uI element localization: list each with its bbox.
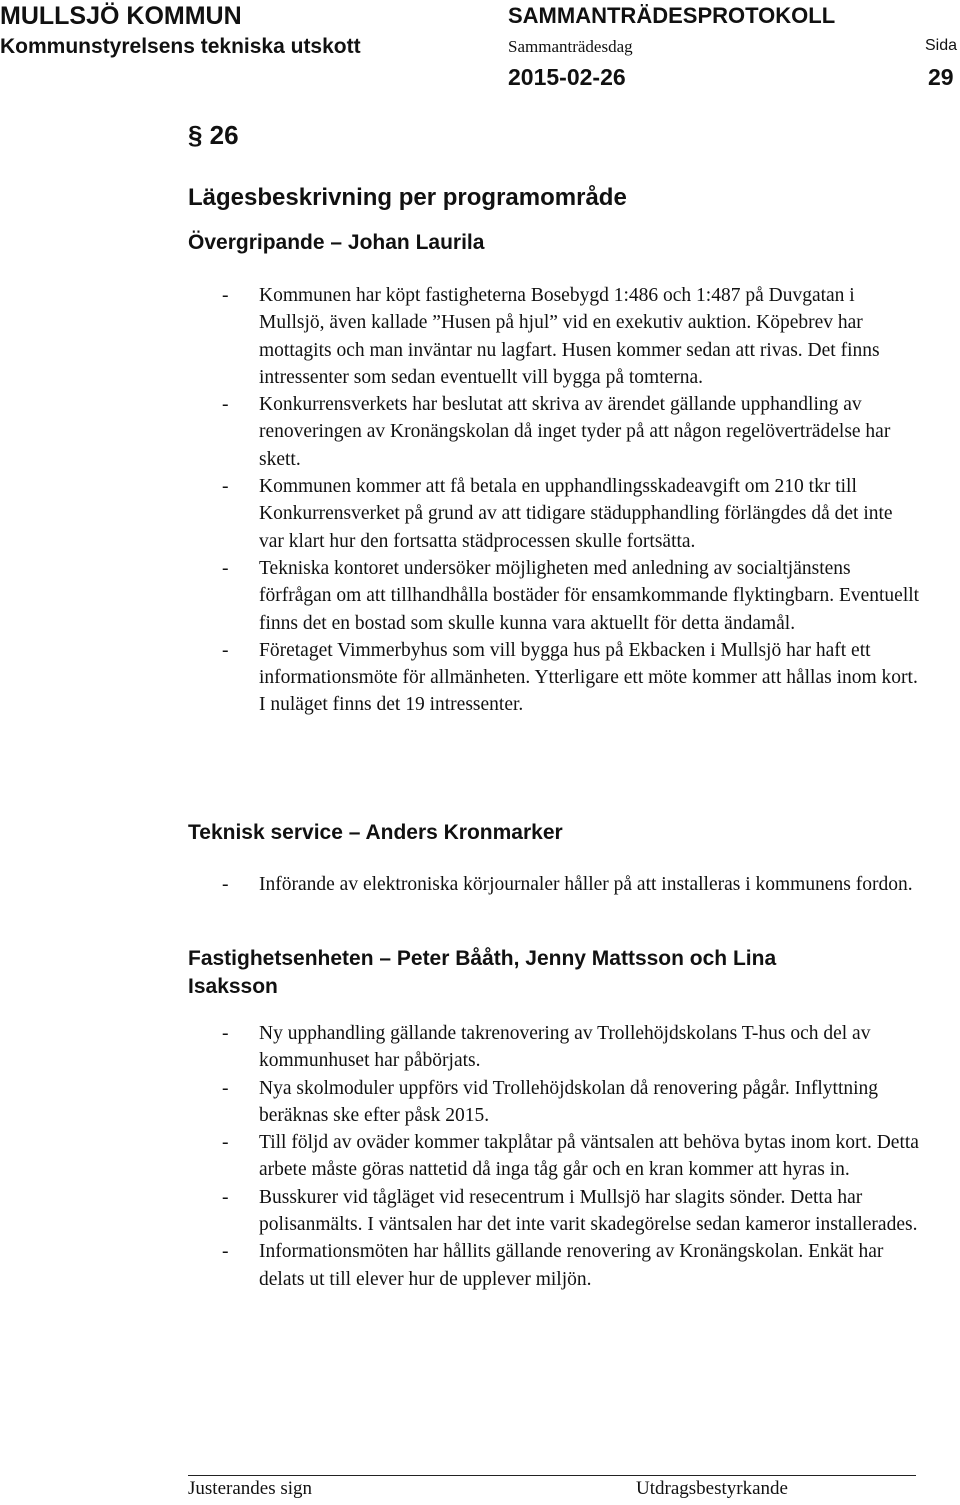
bullet-dash: - — [222, 1132, 229, 1154]
list-item — [222, 555, 922, 637]
bullet-list-teknisk-service — [222, 871, 922, 898]
list-item — [222, 871, 922, 898]
list-item — [222, 1075, 922, 1130]
bullet-dash: - — [222, 476, 229, 498]
list-item-text: Ny upphandling gällande takrenovering av Trollehöjdskolans T-hus och del av kommunhuset har påbörjats. — [259, 1023, 871, 1072]
list-item-text: Företaget Vimmerbyhus som vill bygga hus på Ekbacken i Mullsjö har haft ett informationsmöte för allmänheten. Ytterligare ett möte kommer att hållas inom kort. I nuläget finns det 19 intressenter. — [259, 639, 918, 716]
bullet-dash: - — [222, 285, 229, 306]
list-item-text: Kommunen har köpt fastigheterna Bosebygd 1:486 och 1:487 på Duvgatan i Mullsjö, även kallade ”Husen på hjul” vid en exekutiv auktion. Köpebrev har mottagits och man inväntar nu lagfart. Husen kommer sedan att rivas. Det finns intressenter som sedan eventuellt vill bygga på tomterna. — [259, 285, 880, 388]
page-label: Sida — [925, 37, 958, 54]
document-type: SAMMANTRÄDESPROTOKOLL — [508, 3, 836, 28]
list-item-text: Införande av elektroniska körjournaler håller på att installeras i kommunens fordon. — [259, 874, 913, 895]
list-item-text: Konkurrensverkets har beslutat att skriva av ärendet gällande upphandling av renoveringen av Kronängskolan då inget tyder på att någon regelöverträdelse har skett. — [259, 394, 891, 470]
section-title: Lägesbeskrivning per programområde — [188, 184, 627, 211]
meeting-date: 2015-02-26 — [508, 64, 626, 90]
bullet-dash: - — [222, 1241, 229, 1263]
page-number: 29 — [928, 64, 954, 90]
subsection-heading-overgripande: Övergripande – Johan Laurila — [188, 231, 485, 254]
bullet-dash: - — [222, 874, 229, 895]
footer-signature-label: Justerandes sign — [188, 1478, 313, 1499]
list-item — [222, 391, 922, 473]
bullet-dash: - — [222, 557, 229, 579]
bullet-dash: - — [222, 639, 229, 661]
meeting-date-label: Sammanträdesdag — [508, 37, 633, 56]
list-item — [222, 1238, 922, 1293]
bullet-list-fastighetsenheten — [222, 1020, 922, 1293]
list-item — [222, 473, 922, 555]
subsection-heading-fastighetsenheten: Fastighetsenheten – Peter Bååth, Jenny Mattsson och Lina Isaksson — [188, 947, 777, 998]
list-item — [222, 1184, 922, 1239]
bullet-dash: - — [222, 1023, 229, 1044]
bullet-dash: - — [222, 1077, 229, 1099]
list-item — [222, 637, 922, 719]
bullet-dash: - — [222, 1186, 229, 1208]
list-item-text: Till följd av oväder kommer takplåtar på väntsalen att behöva bytas inom kort. Detta arbete måste göras nattetid då inga tåg går och en kran kommer att hyras in. — [259, 1132, 919, 1181]
list-item-text: Kommunen kommer att få betala en upphandlingsskadeavgift om 210 tkr till Konkurrensverket på grund av att tidigare städupphandling förlängdes då det inte var klart hur den fortsatta städprocessen skulle fortsätta. — [259, 476, 893, 552]
list-item-text: Busskurer vid tågläget vid resecentrum i Mullsjö har slagits sönder. Detta har polisanmälts. I väntsalen har det inte varit skadegörelse sedan kameror installerades. — [259, 1186, 918, 1236]
list-item — [222, 1020, 922, 1075]
bullet-dash: - — [222, 394, 229, 416]
committee-name: Kommunstyrelsens tekniska utskott — [0, 35, 361, 58]
organization-name: MULLSJÖ KOMMUN — [0, 2, 242, 30]
footer-divider — [188, 1475, 916, 1476]
subsection-heading-teknisk-service: Teknisk service – Anders Kronmarker — [188, 821, 563, 844]
list-item — [222, 1129, 922, 1184]
list-item-text: Informationsmöten har hållits gällande renovering av Kronängskolan. Enkät har delats ut till elever hur de upplever miljön. — [259, 1241, 884, 1290]
list-item — [222, 282, 922, 391]
list-item-text: Nya skolmoduler uppförs vid Trollehöjdskolan då renovering pågår. Inflyttning beräknas ske efter påsk 2015. — [259, 1077, 879, 1126]
footer-certification-label: Utdragsbestyrkande — [636, 1478, 788, 1499]
list-item-text: Tekniska kontoret undersöker möjligheten med anledning av socialtjänstens förfrågan om att tillhandhålla bostäder för ensamkommande flyktingbarn. Eventuellt finns det en bostad som skulle kunna vara aktuellt för detta ändamål. — [259, 557, 920, 634]
bullet-list-overgripande — [222, 282, 922, 719]
section-number: § 26 — [188, 120, 239, 150]
